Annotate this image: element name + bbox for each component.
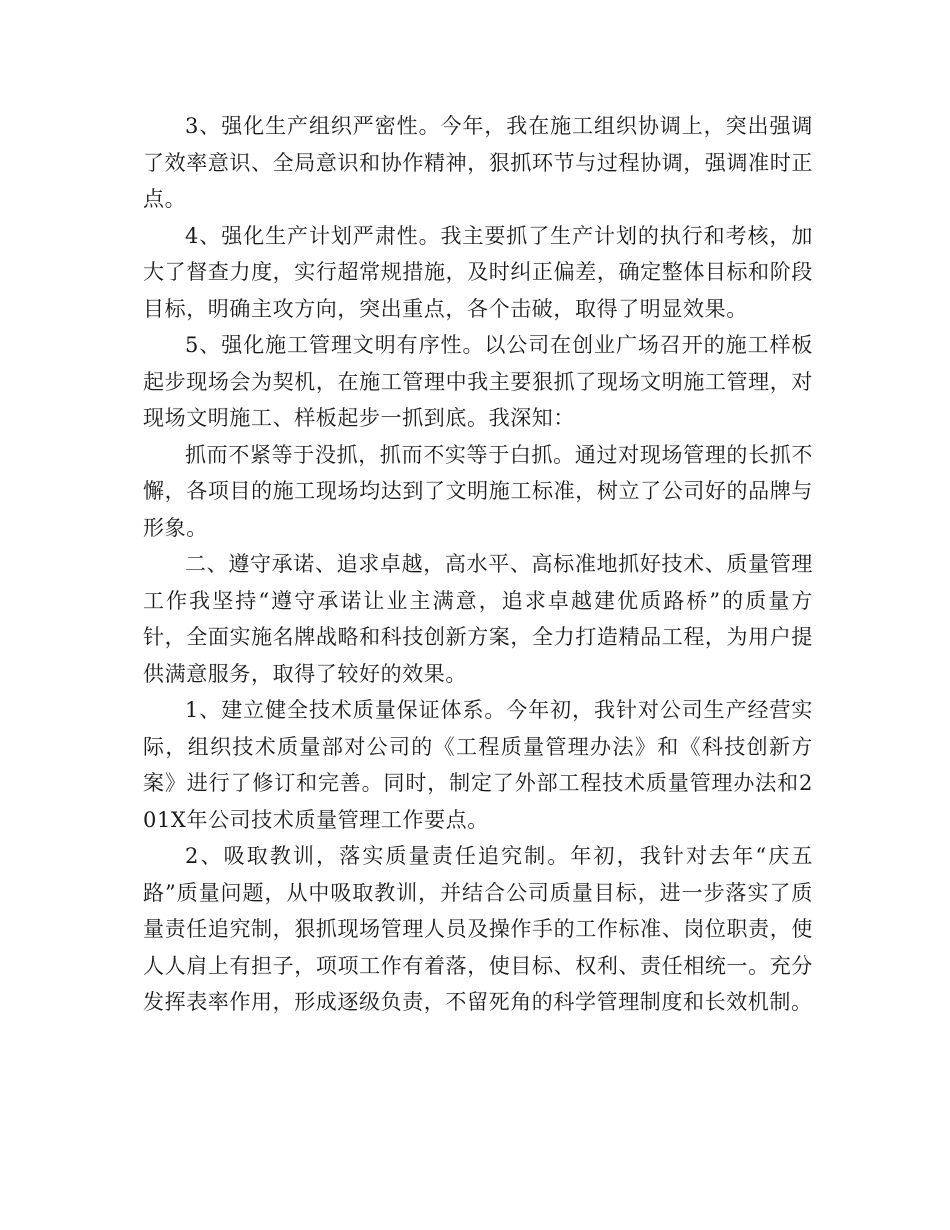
paragraph-continuation: 抓而不紧等于没抓，抓而不实等于白抓。通过对现场管理的长抓不懈，各项目的施工现场均达到了文明施工标准，树立了公司好的品牌与形象。 [143, 442, 813, 540]
paragraph-item-3: 3、强化生产组织严密性。今年，我在施工组织协调上，突出强调了效率意识、全局意识和协作精神，狠抓环节与过程协调，强调准时正点。 [143, 114, 813, 211]
paragraph-item-1: 1、建立健全技术质量保证体系。今年初，我针对公司生产经营实际，组织技术质量部对公司的《工程质量管理办法》和《科技创新方案》进行了修订和完善。同时，制定了外部工程技术质量管理办法和201X年公司技术质量管理工作要点。 [143, 698, 813, 832]
paragraph-item-4: 4、强化生产计划严肃性。我主要抓了生产计划的执行和考核，加大了督查力度，实行超常规措施，及时纠正偏差，确定整体目标和阶段目标，明确主攻方向，突出重点，各个击破，取得了明显效果。 [143, 223, 813, 321]
document-body [143, 108, 813, 1021]
paragraph-item-2: 2、吸取教训，落实质量责任追究制。年初，我针对去年“庆五路”质量问题，从中吸取教训，并结合公司质量目标，进一步落实了质量责任追究制，狠抓现场管理人员及操作手的工作标准、岗位职责，使人人肩上有担子，项项工作有着落，使目标、权利、责任相统一。充分发挥表率作用，形成逐级负责，不留死角的科学管理制度和长效机制。 [143, 844, 813, 1014]
paragraph-item-5: 5、强化施工管理文明有序性。以公司在创业广场召开的施工样板起步现场会为契机，在施工管理中我主要狠抓了现场文明施工管理，对现场文明施工、样板起步一抓到底。我深知： [143, 333, 813, 430]
section-heading-two: 二、遵守承诺、追求卓越，高水平、高标准地抓好技术、质量管理工作我坚持“遵守承诺让业主满意，追求卓越建优质路桥”的质量方针，全面实施名牌战略和科技创新方案，全力打造精品工程，为用户提供满意服务，取得了较好的效果。 [143, 552, 813, 686]
